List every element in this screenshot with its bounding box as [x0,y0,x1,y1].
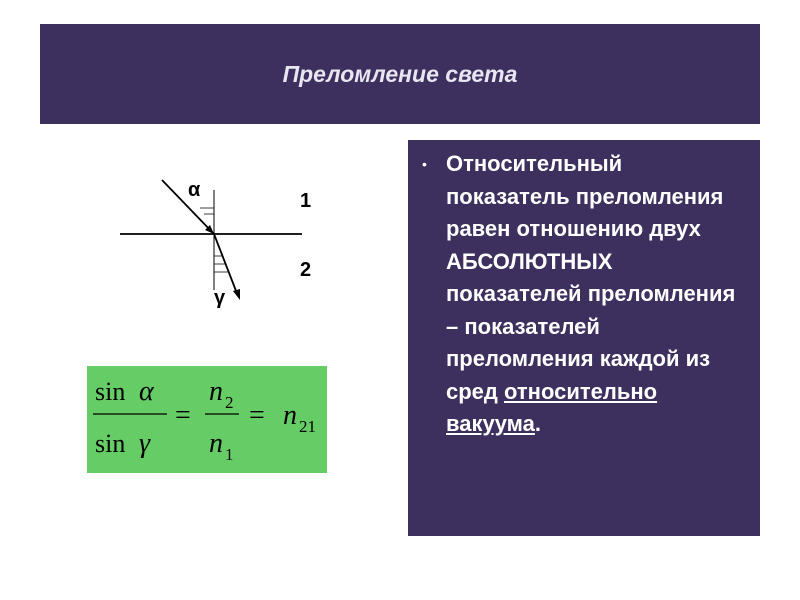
medium-1-label: 1 [300,190,312,212]
formula-gamma: γ [139,428,151,459]
formula-n21: n [283,400,297,431]
formula-n2: n [209,376,223,407]
formula-n1: n [209,428,223,459]
gamma-label: γ [214,287,226,309]
gamma-angle-mark [214,256,229,272]
definition-box [408,140,760,536]
definition-main-text: Относительный показатель преломления равен отношению двух АБСОЛЮТНЫХ показателей преломления – показателей преломления каждой из сред [446,151,736,404]
formula-n2-sub: 2 [225,393,234,412]
formula-sin-top: sin [95,377,126,406]
alpha-angle-mark [200,208,214,214]
refraction-diagram [110,170,340,310]
definition-text [446,148,751,441]
formula-alpha: α [139,376,154,407]
snell-formula [87,366,327,473]
formula-equals-2: = [249,400,265,431]
formula-n21-sub: 21 [299,417,316,436]
refracted-arrow [233,289,240,300]
slide-title: Преломление света [282,60,518,87]
formula-box [87,366,327,473]
formula-n1-sub: 1 [225,445,234,464]
alpha-label: α [188,179,201,201]
definition-end: . [534,411,542,436]
formula-equals-1: = [175,400,191,431]
bullet-marker: • [422,156,427,172]
medium-2-label: 2 [300,259,312,281]
slide-title-bar [40,24,760,124]
formula-sin-bottom: sin [95,429,126,458]
definition-underlined-text: относительно вакуума [446,378,658,436]
